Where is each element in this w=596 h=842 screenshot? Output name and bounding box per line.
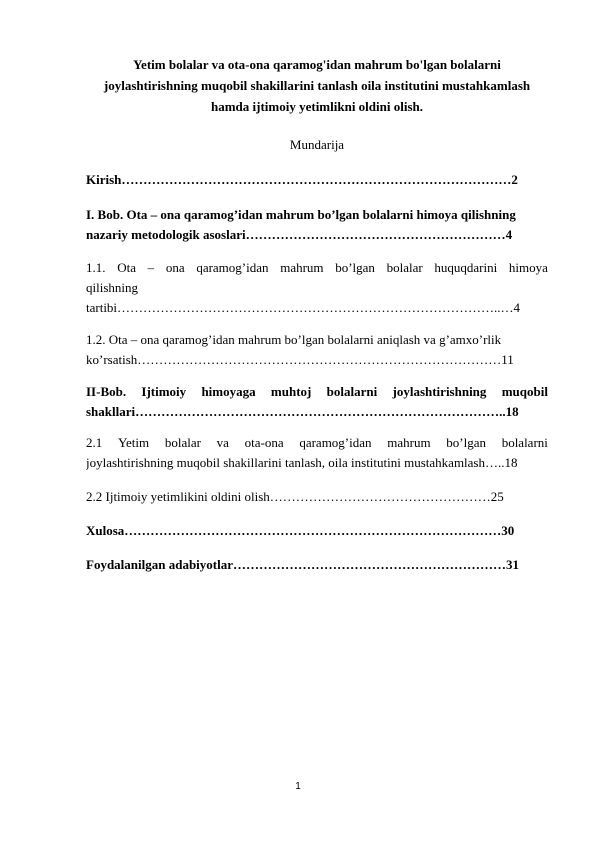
toc-word: qaramog’idan xyxy=(196,260,269,275)
toc-entry-xulosa[interactable]: Xulosa……………………………………………………………………………30 xyxy=(86,523,515,538)
toc-entry-section-1-2[interactable] xyxy=(86,330,548,370)
toc-word: himoya xyxy=(508,260,548,275)
toc-word: bo’lgan xyxy=(446,435,486,450)
toc-word: huquqdarini xyxy=(434,260,498,275)
toc-word: Ota xyxy=(117,260,136,275)
toc-word: 2.1 xyxy=(86,435,103,450)
toc-word: II-Bob. xyxy=(86,384,127,399)
toc-word: mahrum xyxy=(280,260,324,275)
toc-entry-chapter-1-line-1: I. Bob. Ota – ona qaramog’idan mahrum bo’lgan bolalarni himoya qilishning xyxy=(86,207,516,222)
toc-word: bo’lgan xyxy=(335,260,375,275)
toc-entry-section-1-2-line-2: ko’rsatish…………………………………………………………………………11 xyxy=(86,352,514,367)
toc-entry-adabiyotlar[interactable]: Foydalanilgan adabiyotlar………………………………………………………31 xyxy=(86,557,519,572)
toc-entry-chapter-2-line-2: shakllari…………………………………………………………………………..18 xyxy=(86,404,519,419)
toc-entry-section-1-1[interactable] xyxy=(86,258,548,318)
toc-entry-section-2-1-line-1 xyxy=(86,433,548,453)
document-title: Yetim bolalar va ota-ona qaramog'idan mahrum bo'lgan bolalarni joylashtirishning muqobil shakillarini tanlash oila institutini mustahkamlash hamda ijtimoiy yetimlikni oldini olish. xyxy=(103,57,531,114)
toc-entry-chapter-2[interactable] xyxy=(86,382,548,422)
toc-heading: Mundarija xyxy=(289,137,345,152)
toc-entry-section-2-2[interactable]: 2.2 Ijtimoiy yetimlikini oldini olish……………………………………………25 xyxy=(86,489,504,504)
toc-word: Ijtimoiy xyxy=(141,384,187,399)
toc-word: va xyxy=(216,435,229,450)
table-of-contents xyxy=(86,170,548,575)
toc-word: bolalar xyxy=(386,260,423,275)
toc-word: bolalarni xyxy=(501,435,548,450)
toc-word: bolalarni xyxy=(326,384,378,399)
toc-word: ota-ona xyxy=(244,435,284,450)
toc-entry-section-1-1-line-3: tartibi……………………………………………………………………………..…4 xyxy=(86,300,521,315)
toc-word: 1.1. xyxy=(86,260,106,275)
toc-word: ona xyxy=(165,260,185,275)
page-number: 1 xyxy=(295,781,301,792)
toc-word: mahrum xyxy=(387,435,431,450)
toc-word: qaramog’idan xyxy=(299,435,372,450)
toc-entry-chapter-1[interactable] xyxy=(86,205,548,245)
toc-entry-section-2-1[interactable] xyxy=(86,433,548,473)
toc-entry-section-1-1-line-2: qilishning xyxy=(86,280,139,295)
toc-entry-kirish[interactable]: Kirish………………………………………………………………………………2 xyxy=(86,172,518,187)
toc-entry-chapter-1-line-2: nazariy metodologik asoslari……………………………………………………4 xyxy=(86,227,513,242)
toc-entry-section-1-1-line-1 xyxy=(86,258,548,278)
toc-word: himoyaga xyxy=(201,384,256,399)
toc-entry-section-2-1-line-2: joylashtirishning muqobil shakillarini tanlash, oila institutini mustahkamlash…..18 xyxy=(86,455,518,470)
toc-word: Yetim xyxy=(117,435,150,450)
toc-entry-chapter-2-line-1 xyxy=(86,382,548,402)
toc-entry-section-1-2-line-1: 1.2. Ota – ona qaramog’idan mahrum bo’lgan bolalarni aniqlash va g’amxo’rlik xyxy=(86,332,502,347)
toc-word: muqobil xyxy=(501,384,548,399)
toc-word: – xyxy=(147,260,155,275)
toc-word: joylashtirishning xyxy=(392,384,487,399)
toc-word: bolalar xyxy=(164,435,201,450)
toc-word: muhtoj xyxy=(270,384,312,399)
